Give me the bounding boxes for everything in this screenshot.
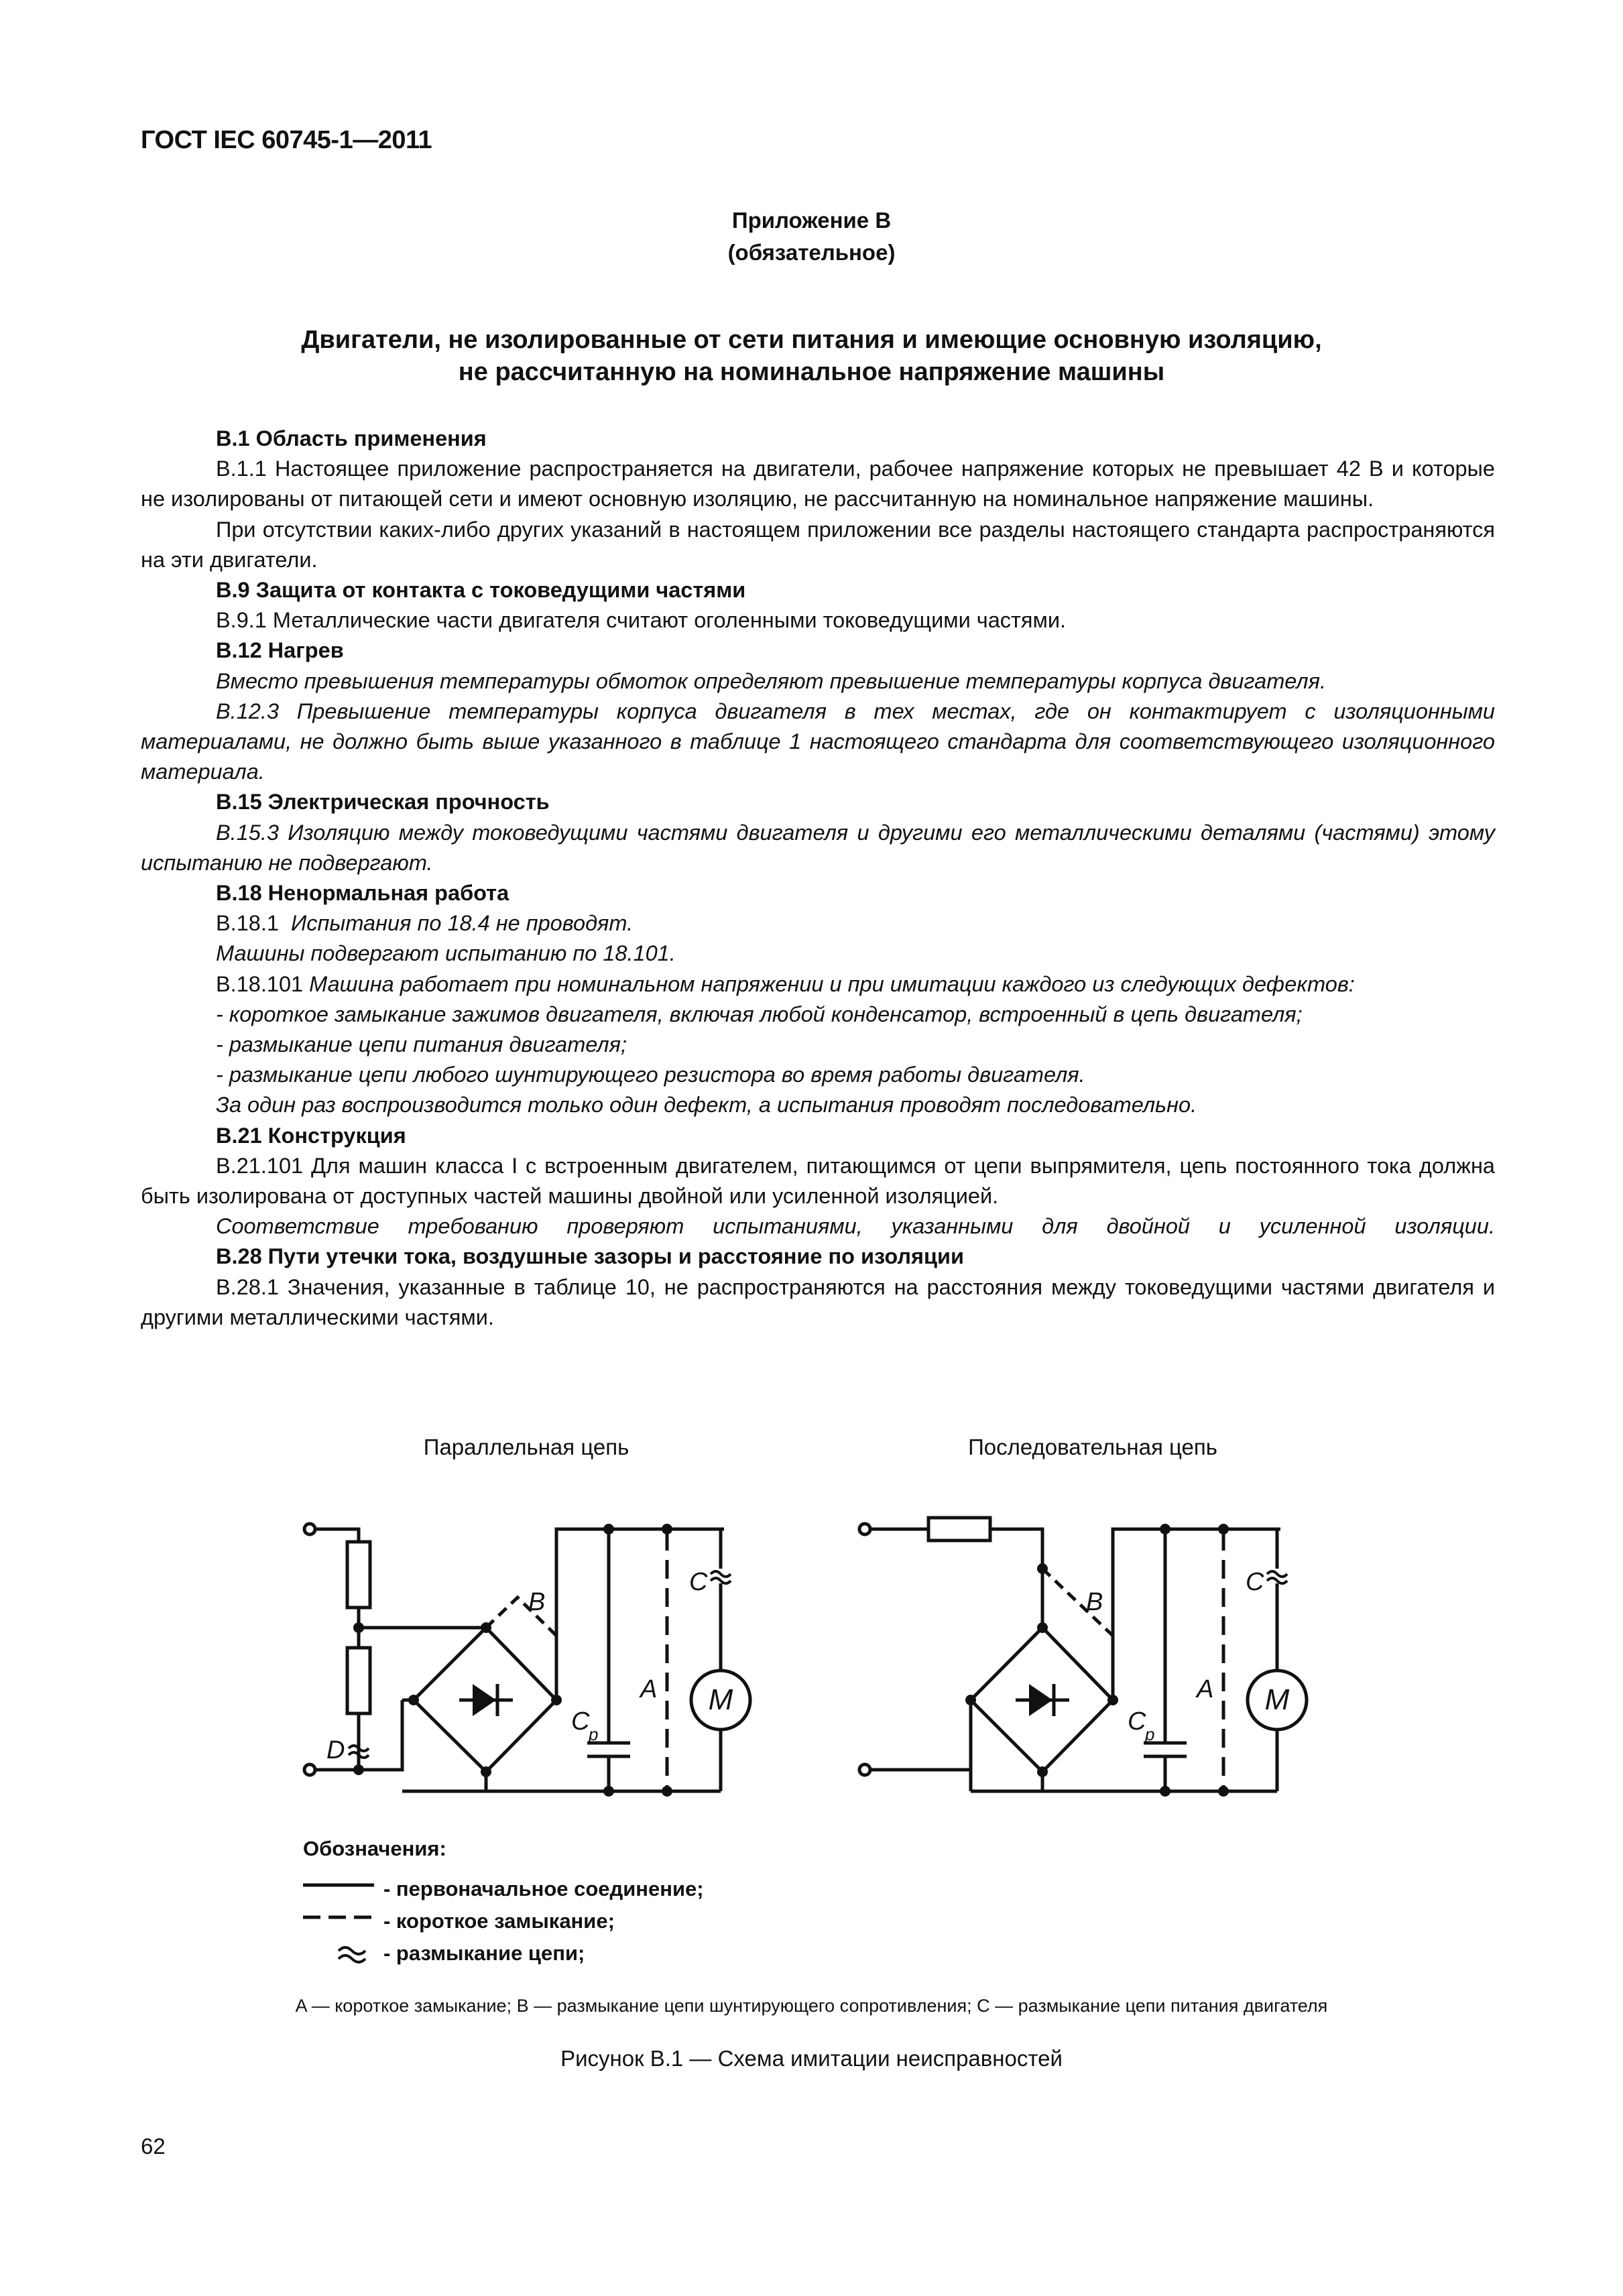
label-a: A	[1197, 1675, 1214, 1703]
section-heading-b28: В.28 Пути утечки тока, воздушные зазоры и расстояние по изоляции	[216, 1244, 964, 1269]
input-terminal-bottom	[859, 1764, 870, 1775]
list-item-shunt-open: - размыкание цепи любого шунтирующего резистора во время работы двигателя.	[216, 1063, 1085, 1087]
wire	[1113, 1529, 1280, 1700]
appendix-heading	[0, 204, 1623, 269]
label-cp: C	[571, 1707, 590, 1736]
paragraph-b18-note: За один раз воспроизводится только один дефект, а испытания проводят последовательно.	[216, 1093, 1197, 1117]
clause-text: Испытания по 18.4 не проводят.	[291, 911, 634, 936]
page-number: 62	[141, 2134, 166, 2159]
list-item-short-circuit: - короткое замыкание зажимов двигателя, включая любой конденсатор, встроенный в цепь двигателя;	[216, 1002, 1303, 1026]
input-terminal-top	[304, 1524, 315, 1534]
title-line-2: не рассчитанную на номинальное напряжение машины	[458, 358, 1165, 386]
junction-dot	[1218, 1786, 1229, 1797]
fault-simulation-diagram	[268, 1495, 1341, 1830]
legend-item-original: - первоначальное соединение;	[383, 1877, 704, 1900]
clause-number: В.18.1	[216, 911, 279, 936]
paragraph-b12-3: В.12.3 Превышение температуры корпуса двигателя в тех местах, где он контактирует с изоляционными материалами, не должно быть выше указанного в таблице 1 настоящего стандарта для соответствующего изоляционного материала.	[141, 699, 1495, 784]
legend-items	[383, 1873, 704, 1970]
legend-symbols	[295, 1870, 382, 1978]
series-circuit-title: Последовательная цепь	[968, 1435, 1217, 1459]
section-heading-b12: В.12 Нагрев	[216, 638, 344, 663]
junction-dot	[965, 1695, 976, 1705]
input-terminal-top	[859, 1524, 870, 1534]
paragraph-b1-2: При отсутствии каких-либо других указаний в настоящем приложении все разделы настоящего стандарта распространяются на эти двигатели.	[141, 517, 1495, 572]
diode-icon	[1029, 1684, 1053, 1716]
input-terminal-bottom	[304, 1764, 315, 1775]
paragraph-b18-1b: Машины подвергают испытанию по 18.101.	[216, 941, 676, 966]
junction-dot	[353, 1764, 364, 1775]
wire	[990, 1529, 1042, 1628]
paragraph-b21-check: Соответствие требованию проверяют испытаниями, указанными для двойной и усиленной изоляции.	[216, 1214, 1495, 1239]
parallel-circuit	[304, 1524, 750, 1791]
title-line-1: Двигатели, не изолированные от сети питания и имеющие основную изоляцию,	[301, 326, 1322, 354]
paragraph-b18-101	[141, 969, 1495, 1000]
label-d: D	[326, 1736, 345, 1764]
junction-dot	[408, 1695, 419, 1705]
label-c: C	[1246, 1568, 1264, 1596]
shunt-open-path-b	[486, 1597, 556, 1636]
capacitor-cp	[587, 1743, 630, 1756]
section-heading-b15: В.15 Электрическая прочность	[216, 790, 550, 814]
parallel-circuit-title: Параллельная цепь	[423, 1435, 629, 1459]
paragraph-b12-1: Вместо превышения температуры обмоток определяют превышение температуры корпуса двигателя.	[216, 668, 1326, 693]
wire	[402, 1772, 721, 1791]
label-cp-subscript: p	[1145, 1724, 1155, 1744]
figure-caption: Рисунок В.1 — Схема имитации неисправностей	[560, 2046, 1063, 2071]
junction-dot	[481, 1622, 491, 1633]
motor-label: M	[708, 1683, 733, 1716]
clause-number: В.18.101	[216, 971, 304, 996]
section-heading-b18: В.18 Ненормальная работа	[216, 881, 509, 906]
series-resistor	[928, 1518, 990, 1540]
break-mark-c	[1267, 1571, 1287, 1583]
figure-notes: A — короткое замыкание; B — размыкание цепи шунтирующего сопротивления; C — размыкание цепи питания двигателя	[295, 1996, 1328, 2016]
break-mark-c	[711, 1571, 731, 1583]
paragraph-b1-1: В.1.1 Настоящее приложение распространяется на двигатели, рабочее напряжение которых не превышает 42 В и которые не изолированы от питающей сети и имеют основную изоляцию, не рассчитанную на номинальное напряжение машины.	[141, 457, 1495, 511]
junction-dot	[603, 1786, 614, 1797]
document-body	[141, 424, 1495, 1333]
junction-dot	[1037, 1563, 1048, 1574]
label-b: B	[1086, 1588, 1103, 1616]
wire	[315, 1529, 359, 1542]
break-mark-icon	[339, 1947, 365, 1962]
legend-item-short: - короткое замыкание;	[383, 1909, 615, 1933]
junction-dot	[353, 1622, 364, 1633]
shunt-resistor-upper	[347, 1542, 370, 1608]
label-cp: C	[1128, 1707, 1146, 1736]
label-a: A	[640, 1675, 658, 1703]
junction-dot	[662, 1524, 672, 1534]
appendix-label: Приложение В	[731, 208, 892, 233]
label-b: B	[528, 1588, 546, 1616]
label-cp-subscript: p	[589, 1724, 599, 1744]
motor-label: M	[1264, 1683, 1290, 1716]
section-heading-b21: В.21 Конструкция	[216, 1123, 406, 1148]
wire	[971, 1772, 1277, 1791]
junction-dot	[481, 1766, 491, 1777]
standard-designation: ГОСТ IEC 60745-1—2011	[141, 126, 432, 154]
legend-item-open: - размыкание цепи;	[383, 1941, 585, 1965]
paragraph-b18-1	[141, 908, 1495, 939]
section-heading-b9: В.9 Защита от контакта с токоведущими частями	[216, 578, 746, 603]
series-circuit	[859, 1518, 1307, 1791]
list-item-supply-open: - размыкание цепи питания двигателя;	[216, 1032, 627, 1057]
junction-dot	[662, 1786, 672, 1797]
shunt-resistor-lower	[347, 1648, 370, 1713]
appendix-status: (обязательное)	[727, 240, 896, 265]
paragraph-b15-3: В.15.3 Изоляцию между токоведущими частями двигателя и другими его металлическими деталями (частями) этому испытанию не подвергают.	[141, 820, 1495, 875]
junction-dot	[1107, 1695, 1118, 1705]
capacitor-cp	[1144, 1743, 1187, 1756]
junction-dot	[1037, 1766, 1048, 1777]
junction-dot	[1160, 1524, 1170, 1534]
junction-dot	[603, 1524, 614, 1534]
appendix-title	[0, 324, 1623, 388]
paragraph-b21-101: В.21.101 Для машин класса I с встроенным двигателем, питающимся от цепи выпрямителя, цепь постоянного тока должна быть изолирована от доступных частей машины двойной или усиленной изоляцией.	[141, 1153, 1495, 1209]
legend-title: Обозначения:	[303, 1837, 446, 1860]
junction-dot	[551, 1695, 562, 1705]
paragraph-b28-1: В.28.1 Значения, указанные в таблице 10, не распространяются на расстояния между токоведущими частями двигателя и другими металлическими частями.	[141, 1274, 1495, 1329]
label-c: C	[689, 1568, 708, 1596]
junction-dot	[1160, 1786, 1170, 1797]
clause-text: Машина работает при номинальном напряжении и при имитации каждого из следующих дефектов:	[309, 971, 1355, 996]
section-heading-b1: В.1 Область применения	[216, 426, 487, 450]
junction-dot	[1037, 1622, 1048, 1633]
wire	[556, 1529, 724, 1700]
diode-icon	[473, 1684, 496, 1716]
paragraph-b9-1: В.9.1 Металлические части двигателя считают оголенными токоведущими частями.	[216, 608, 1067, 633]
junction-dot	[1218, 1524, 1229, 1534]
